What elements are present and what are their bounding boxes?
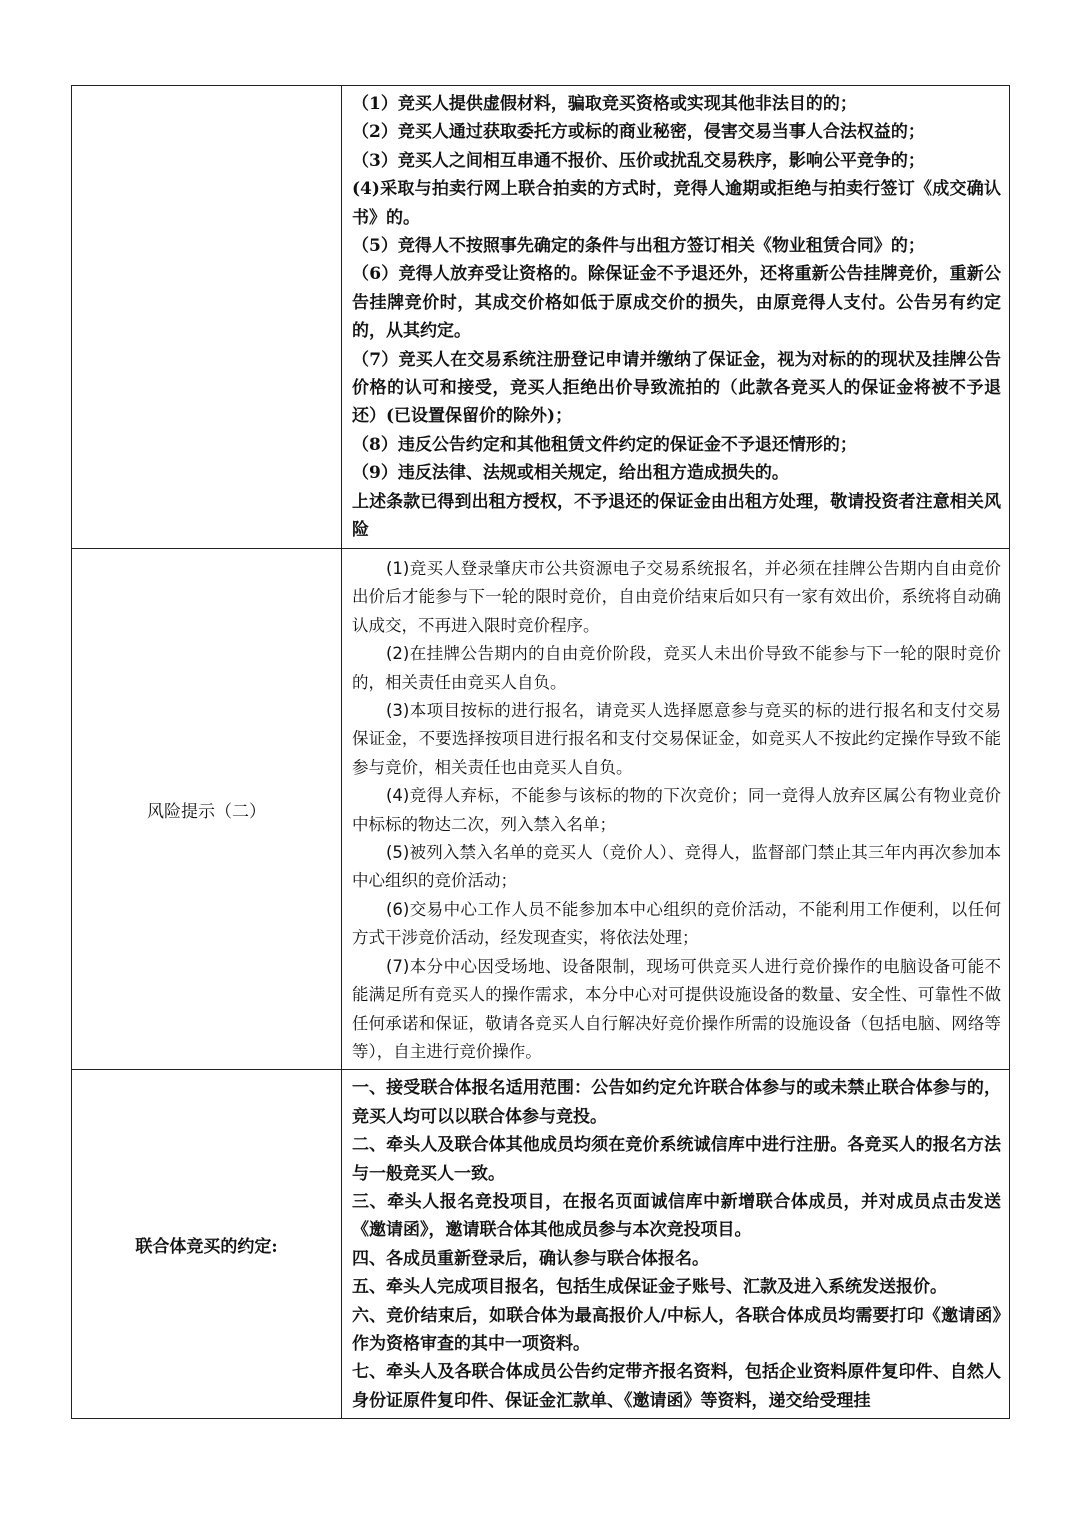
risk-paragraph: (1)竞买人登录肇庆市公共资源电子交易系统报名，并必须在挂牌公告期内自由竞价出价后才能参与下一轮的限时竞价，自由竞价结束后如只有一家有效出价，系统将自动确认成交，不再进入限时竞价程序。 <box>352 559 1001 635</box>
consortium-paragraph: 七、牵头人及各联合体成员公告约定带齐报名资料，包括企业资料原件复印件、自然人身份证原件复印件、保证金汇款单、《邀请函》等资料，递交给受理挂 <box>352 1362 1001 1411</box>
row-label-cell <box>72 86 342 549</box>
consortium-paragraph: 五、牵头人完成项目报名，包括生成保证金子账号、汇款及进入系统发送报价。 <box>352 1277 947 1298</box>
clause-paragraph: 上述条款已得到出租方授权，不予退还的保证金由出租方处理，敬请投资者注意相关风险 <box>352 491 1001 541</box>
table-row-consortium <box>72 1070 1010 1419</box>
row-label-cell <box>72 1070 342 1419</box>
clause-paragraph: （1）竞买人提供虚假材料，骗取竞买资格或实现其他非法目的的； <box>352 94 857 114</box>
clause-paragraph: （5）竞得人不按照事先确定的条件与出租方签订相关《物业租赁合同》的； <box>352 236 925 257</box>
row-label: 联合体竞买的约定: <box>135 1236 278 1257</box>
risk-paragraph: (3)本项目按标的进行报名，请竞买人选择愿意参与竞买的标的进行报名和支付交易保证金，不要选择按项目进行报名和支付交易保证金，如竞买人不按此约定操作导致不能参与竞价，相关责任也由竞买人自负。 <box>352 701 1001 777</box>
row-label-cell <box>72 549 342 1070</box>
risk-paragraph: (5)被列入禁入名单的竞买人（竞价人）、竞得人，监督部门禁止其三年内再次参加本中心组织的竞价活动； <box>352 843 1001 891</box>
row-content-cell <box>342 1070 1010 1419</box>
consortium-paragraph: 二、牵头人及联合体其他成员均须在竞价系统诚信库中进行注册。各竞买人的报名方法与一般竞买人一致。 <box>352 1135 1001 1184</box>
row-content-cell <box>342 549 1010 1070</box>
risk-paragraph: (4)竞得人弃标，不能参与该标的物的下次竞价；同一竞得人放弃区属公有物业竞价中标标的物达二次，列入禁入名单； <box>352 786 1001 834</box>
terms-table <box>71 85 1010 1419</box>
row-label: 风险提示（二） <box>147 801 266 822</box>
consortium-paragraph: 六、竞价结束后，如联合体为最高报价人/中标人，各联合体成员均需要打印《邀请函》作为资格审查的其中一项资料。 <box>352 1305 1001 1354</box>
clause-paragraph: （7）竞买人在交易系统注册登记申请并缴纳了保证金，视为对标的的现状及挂牌公告价格的认可和接受，竞买人拒绝出价导致流拍的（此款各竞买人的保证金将被不予退还）(已设置保留价的除外)； <box>352 349 1001 427</box>
clause-paragraph: （3）竞买人之间相互串通不报价、压价或扰乱交易秩序，影响公平竞争的； <box>352 150 925 171</box>
clause-paragraph: （8）违反公告约定和其他租赁文件约定的保证金不予退还情形的； <box>352 434 857 455</box>
clause-paragraph: （2）竞买人通过获取委托方或标的商业秘密，侵害交易当事人合法权益的； <box>352 122 925 143</box>
clause-paragraph: （9）违反法律、法规或相关规定，给出租方造成损失的。 <box>352 463 789 484</box>
row-content-cell <box>342 86 1010 549</box>
table-row-risk-notice <box>72 549 1010 1070</box>
consortium-paragraph: 一、接受联合体报名适用范围：公告如约定允许联合体参与的或未禁止联合体参与的，竞买人均可以以联合体参与竞投。 <box>352 1078 1001 1127</box>
risk-paragraph: (7)本分中心因受场地、设备限制，现场可供竞买人进行竞价操作的电脑设备可能不能满足所有竞买人的操作需求，本分中心对可提供设施设备的数量、安全性、可靠性不做任何承诺和保证，敬请各竞买人自行解决好竞价操作所需的设施设备（包括电脑、网络等等），自主进行竞价操作。 <box>352 956 1001 1061</box>
clause-paragraph: （6）竞得人放弃受让资格的。除保证金不予退还外，还将重新公告挂牌竞价，重新公告挂牌竞价时，其成交价格如低于原成交价的损失，由原竞得人支付。公告另有约定的，从其约定。 <box>352 264 1001 342</box>
clause-paragraph: (4)采取与拍卖行网上联合拍卖的方式时，竞得人逾期或拒绝与拍卖行签订《成交确认书》的。 <box>352 179 1001 228</box>
table-row-forfeiture <box>72 86 1010 549</box>
consortium-paragraph: 四、各成员重新登录后，确认参与联合体报名。 <box>352 1248 709 1269</box>
risk-paragraph: (2)在挂牌公告期内的自由竞价阶段，竞买人未出价导致不能参与下一轮的限时竞价的，相关责任由竞买人自负。 <box>352 644 1001 692</box>
risk-paragraph: (6)交易中心工作人员不能参加本中心组织的竞价活动，不能利用工作便利，以任何方式干涉竞价活动，经发现查实，将依法处理； <box>352 899 1001 948</box>
consortium-paragraph: 三、牵头人报名竞投项目，在报名页面诚信库中新增联合体成员，并对成员点击发送《邀请函》，邀请联合体其他成员参与本次竞投项目。 <box>352 1191 1001 1241</box>
